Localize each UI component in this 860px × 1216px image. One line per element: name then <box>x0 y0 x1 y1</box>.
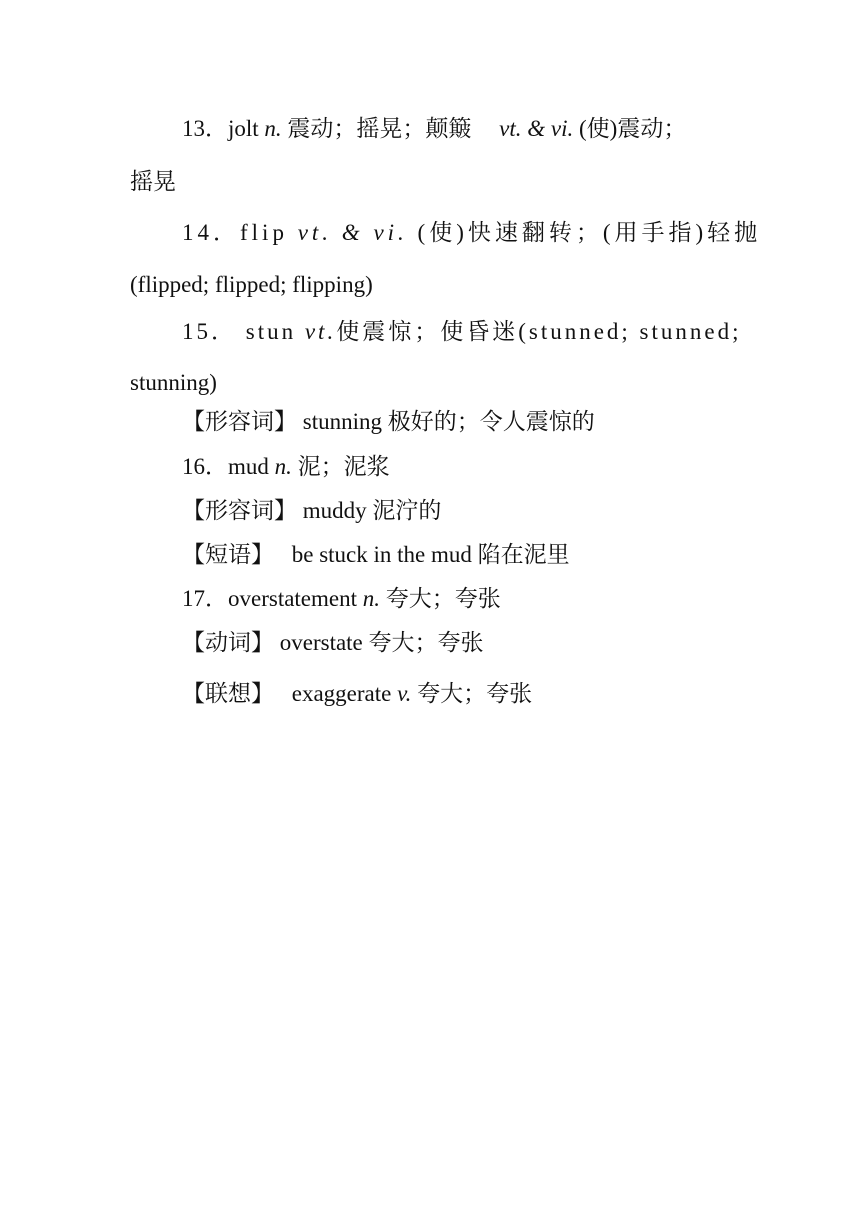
definition: 泥泞的 <box>372 498 442 523</box>
entry-17 <box>182 587 501 610</box>
entry-14-line-2: (flipped; flipped; flipping) <box>130 272 373 297</box>
entry-number: 13． <box>182 116 228 141</box>
tag-label: 【动词】 <box>182 630 274 655</box>
part-of-speech: n. <box>264 116 282 141</box>
tag-label: 【形容词】 <box>182 409 297 434</box>
entry-number: 15． <box>182 319 237 344</box>
related-verb-overstate <box>182 631 484 654</box>
part-of-speech: vt. & vi. <box>499 116 574 141</box>
definition: 震动；摇晃；颠簸 <box>287 116 472 141</box>
entry-15-line-2: stunning) <box>130 370 217 395</box>
tag-label: 【联想】 <box>182 681 274 706</box>
entry-word: exaggerate <box>291 681 392 706</box>
definition: (使)震动； <box>579 116 687 141</box>
entry-word: jolt <box>228 116 259 141</box>
entry-number: 14． <box>182 220 240 245</box>
entry-word: flip <box>240 220 288 245</box>
entry-word: overstate <box>279 630 363 655</box>
related-phrase-stuck-in-mud <box>182 543 570 566</box>
related-adjective-muddy <box>182 499 441 522</box>
entry-13-line-1 <box>182 117 686 140</box>
phrase: be stuck in the mud <box>291 542 472 567</box>
entry-word: muddy <box>302 498 367 523</box>
definition: 泥；泥浆 <box>297 454 390 479</box>
related-association-exaggerate <box>182 682 532 705</box>
entry-number: 17． <box>182 586 228 611</box>
part-of-speech: vt. & vi. <box>297 220 408 245</box>
entry-15-line-1 <box>182 320 742 343</box>
definition: 使震惊；使昏迷(stunned; stunned; <box>336 319 742 344</box>
entry-word: mud <box>228 454 269 479</box>
definition: 陷在泥里 <box>477 542 570 567</box>
entry-word: stun <box>245 319 297 344</box>
definition: 夸大；夸张 <box>368 630 484 655</box>
entry-16 <box>182 455 390 478</box>
definition: 夸大；夸张 <box>417 681 533 706</box>
entry-number: 16． <box>182 454 228 479</box>
part-of-speech: v. <box>397 681 412 706</box>
entry-14-line-1 <box>182 221 761 244</box>
entry-13-line-2: 摇晃 <box>130 169 176 194</box>
entry-word: overstatement <box>228 586 358 611</box>
entry-word: stunning <box>302 409 382 434</box>
part-of-speech: n. <box>362 586 381 611</box>
tag-label: 【短语】 <box>182 542 274 567</box>
related-adjective-stunning <box>182 410 595 433</box>
tag-label: 【形容词】 <box>182 498 297 523</box>
definition: (使)快速翻转；(用手指)轻抛 <box>417 220 762 245</box>
part-of-speech: n. <box>274 454 292 479</box>
definition: 夸大；夸张 <box>385 586 501 611</box>
part-of-speech: vt. <box>304 319 337 344</box>
definition: 极好的；令人震惊的 <box>387 409 595 434</box>
